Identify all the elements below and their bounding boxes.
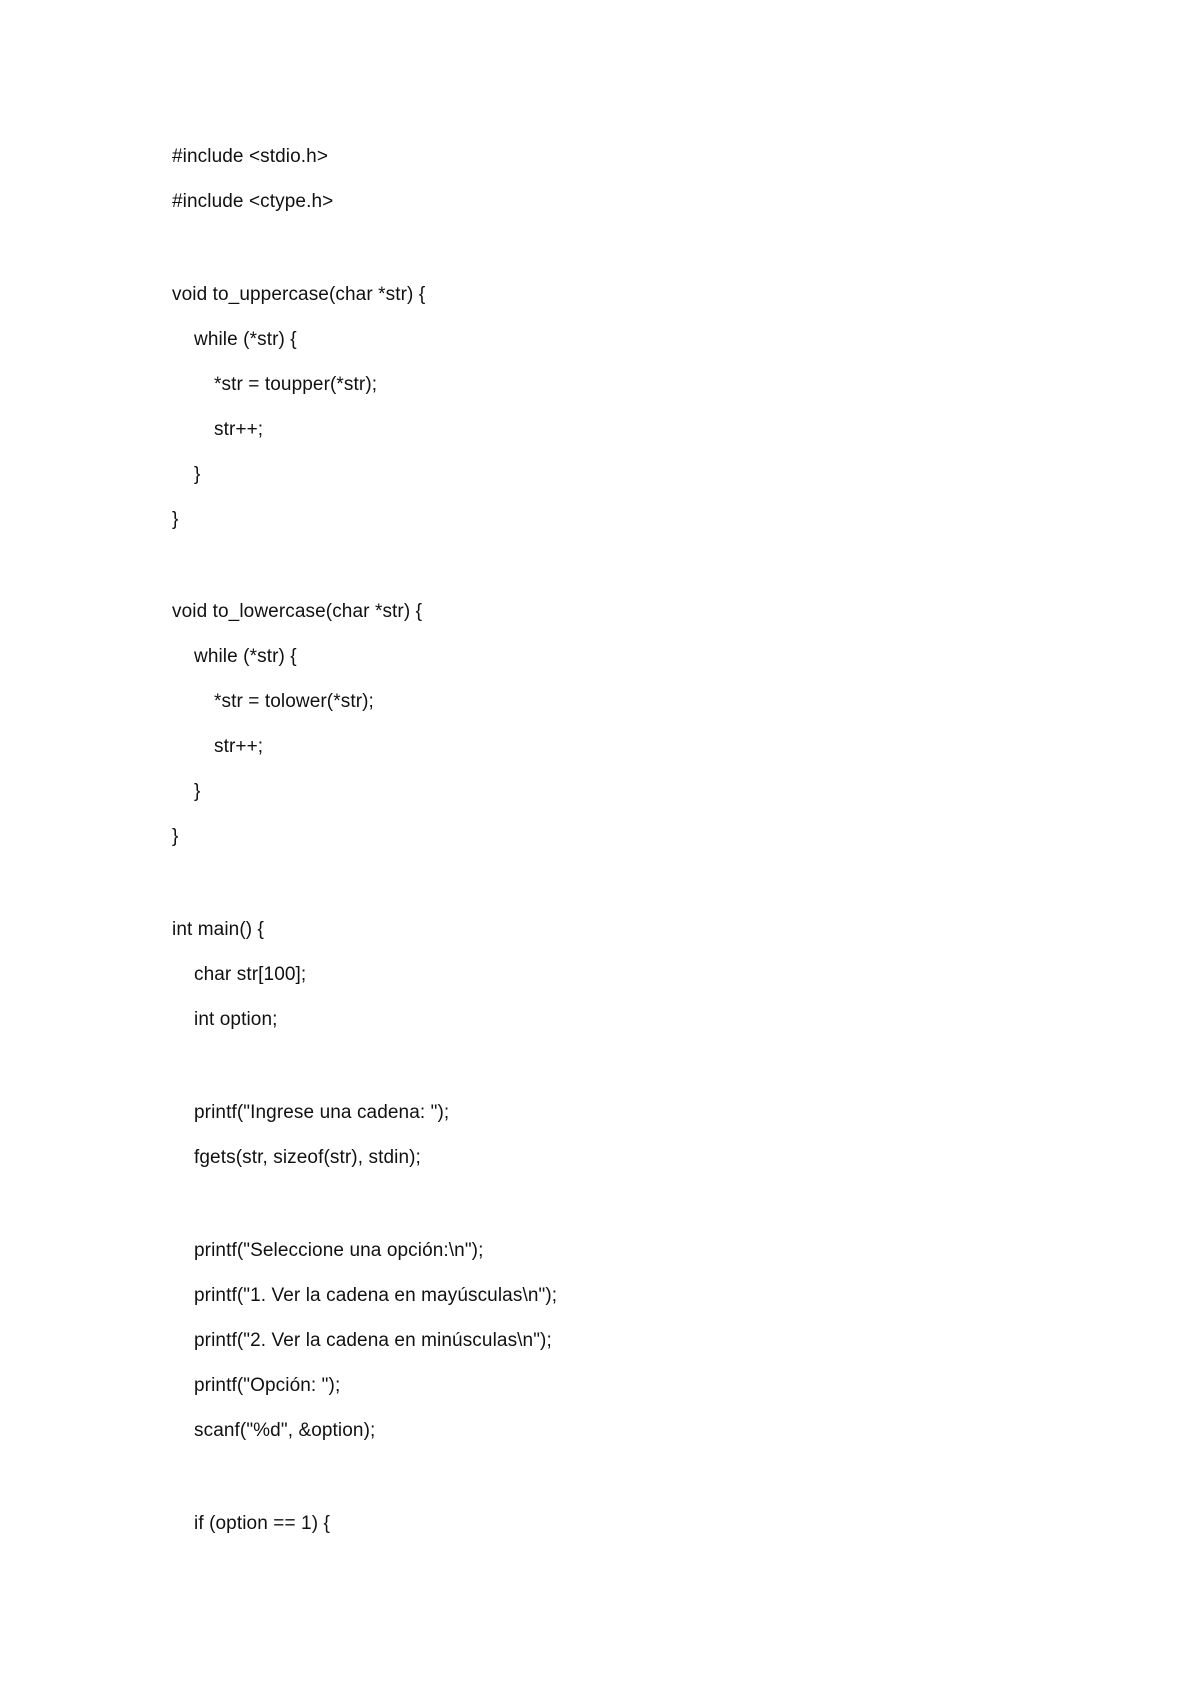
code-line-include-ctype: #include <ctype.h> — [172, 191, 334, 212]
code-line-printf-seleccione: printf("Seleccione una opción:\n"); — [194, 1240, 484, 1261]
code-line-printf-ingrese: printf("Ingrese una cadena: "); — [194, 1102, 450, 1123]
code-line-scanf-option: scanf("%d", &option); — [194, 1420, 376, 1441]
code-line-include-stdio: #include <stdio.h> — [172, 146, 329, 167]
code-line-option-declaration: int option; — [194, 1009, 278, 1030]
code-line-uppercase-while-close: } — [194, 464, 201, 485]
code-line-toupper-assign: *str = toupper(*str); — [214, 374, 378, 395]
code-line-tolower-assign: *str = tolower(*str); — [214, 691, 374, 712]
code-line-lowercase-while: while (*str) { — [194, 646, 297, 667]
code-line-fgets: fgets(str, sizeof(str), stdin); — [194, 1147, 421, 1168]
code-line-uppercase-close: } — [172, 509, 179, 530]
code-line-uppercase-while: while (*str) { — [194, 329, 297, 350]
code-line-printf-opcion: printf("Opción: "); — [194, 1375, 341, 1396]
code-line-main-signature: int main() { — [172, 919, 265, 940]
code-line-printf-mayusculas: printf("1. Ver la cadena en mayúsculas\n"); — [194, 1285, 558, 1306]
code-line-char-array: char str[100]; — [194, 964, 307, 985]
code-line-uppercase-increment: str++; — [214, 419, 264, 440]
code-line-lowercase-while-close: } — [194, 781, 201, 802]
code-line-uppercase-signature: void to_uppercase(char *str) { — [172, 284, 426, 305]
code-line-lowercase-close: } — [172, 826, 179, 847]
code-line-if-option: if (option == 1) { — [194, 1513, 330, 1534]
code-line-lowercase-increment: str++; — [214, 736, 264, 757]
code-line-lowercase-signature: void to_lowercase(char *str) { — [172, 601, 423, 622]
code-line-printf-minusculas: printf("2. Ver la cadena en minúsculas\n"); — [194, 1330, 552, 1351]
